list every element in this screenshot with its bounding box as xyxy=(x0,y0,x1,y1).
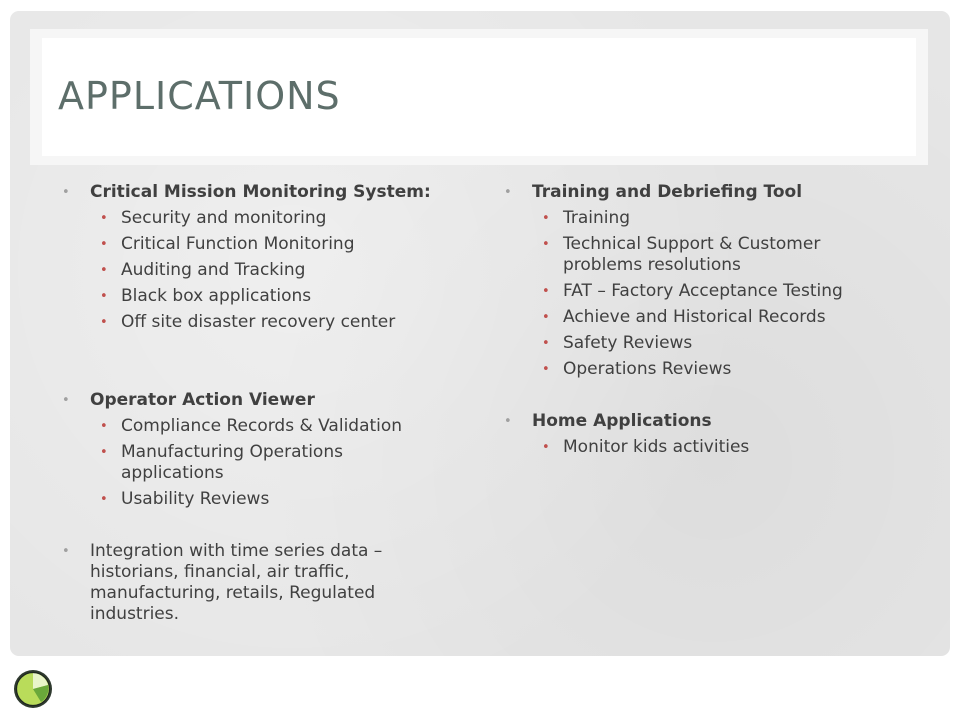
sub-bullet-dot: • xyxy=(542,336,550,351)
sub-bullet-label: Critical Function Monitoring xyxy=(121,234,355,254)
sub-bullet-label: Manufacturing Operations applications xyxy=(121,442,343,483)
bullet-critical-mission xyxy=(58,182,458,203)
sub-bullet xyxy=(58,489,458,510)
sub-bullet-dot: • xyxy=(542,237,550,252)
sub-bullet-label: Security and monitoring xyxy=(121,208,327,228)
sub-bullet xyxy=(58,234,458,255)
sub-bullet xyxy=(58,442,391,484)
operator-heading: Operator Action Viewer xyxy=(90,390,315,410)
bullet-dot: • xyxy=(62,185,70,200)
sub-bullet-dot: • xyxy=(100,445,108,460)
sub-bullet-dot: • xyxy=(542,284,550,299)
sub-bullet xyxy=(58,416,458,437)
sub-bullet-dot: • xyxy=(100,492,108,507)
bullet-integration xyxy=(58,541,390,625)
sub-bullet-label: Operations Reviews xyxy=(563,359,732,379)
left-column xyxy=(58,182,458,625)
bullet-home-applications xyxy=(500,411,900,432)
bullet-dot: • xyxy=(62,393,70,408)
sub-bullet-dot: • xyxy=(542,211,550,226)
bullet-operator-action-viewer xyxy=(58,390,458,411)
sub-bullet xyxy=(500,359,900,380)
sub-bullet-label: Training xyxy=(563,208,631,228)
sub-bullet xyxy=(58,286,458,307)
sub-bullet-label: Usability Reviews xyxy=(121,489,270,509)
sub-bullet xyxy=(500,208,900,229)
sub-bullet-label: Off site disaster recovery center xyxy=(121,312,396,332)
sub-bullet xyxy=(58,260,458,281)
sub-bullet-label: FAT – Factory Acceptance Testing xyxy=(563,281,843,301)
sub-bullet-dot: • xyxy=(542,440,550,455)
sub-bullet-dot: • xyxy=(100,315,108,330)
bullet-dot: • xyxy=(504,414,512,429)
right-column xyxy=(500,182,900,458)
sub-bullet-label: Black box applications xyxy=(121,286,312,306)
sub-bullet xyxy=(500,307,900,328)
training-heading: Training and Debriefing Tool xyxy=(532,182,803,202)
green-pie-chart-logo-icon xyxy=(13,669,53,709)
sub-bullet-label: Monitor kids activities xyxy=(563,437,750,457)
sub-bullet-dot: • xyxy=(100,289,108,304)
slide-title: APPLICATIONS xyxy=(58,74,341,118)
bullet-dot: • xyxy=(504,185,512,200)
sub-bullet xyxy=(58,208,458,229)
sub-bullet-label: Auditing and Tracking xyxy=(121,260,306,280)
integration-text: Integration with time series data – historians, financial, air traffic, manufacturing, retails, Regulated industries. xyxy=(90,541,383,624)
sub-bullet xyxy=(500,234,863,276)
sub-bullet-dot: • xyxy=(542,362,550,377)
sub-bullet-label: Technical Support & Customer problems resolutions xyxy=(563,234,821,275)
sub-bullet-dot: • xyxy=(542,310,550,325)
sub-bullet-dot: • xyxy=(100,211,108,226)
sub-bullet-dot: • xyxy=(100,237,108,252)
bullet-training-debriefing xyxy=(500,182,900,203)
sub-bullet xyxy=(500,281,900,302)
title-box xyxy=(42,38,916,156)
sub-bullet-dot: • xyxy=(100,419,108,434)
critical-mission-heading: Critical Mission Monitoring System: xyxy=(90,182,431,202)
sub-bullet xyxy=(500,333,900,354)
sub-bullet-label: Achieve and Historical Records xyxy=(563,307,826,327)
sub-bullet-dot: • xyxy=(100,263,108,278)
sub-bullet-label: Compliance Records & Validation xyxy=(121,416,403,436)
sub-bullet-label: Safety Reviews xyxy=(563,333,693,353)
sub-bullet xyxy=(58,312,458,333)
sub-bullet xyxy=(500,437,900,458)
title-band xyxy=(30,29,928,165)
home-heading: Home Applications xyxy=(532,411,712,431)
bullet-dot: • xyxy=(62,544,70,559)
